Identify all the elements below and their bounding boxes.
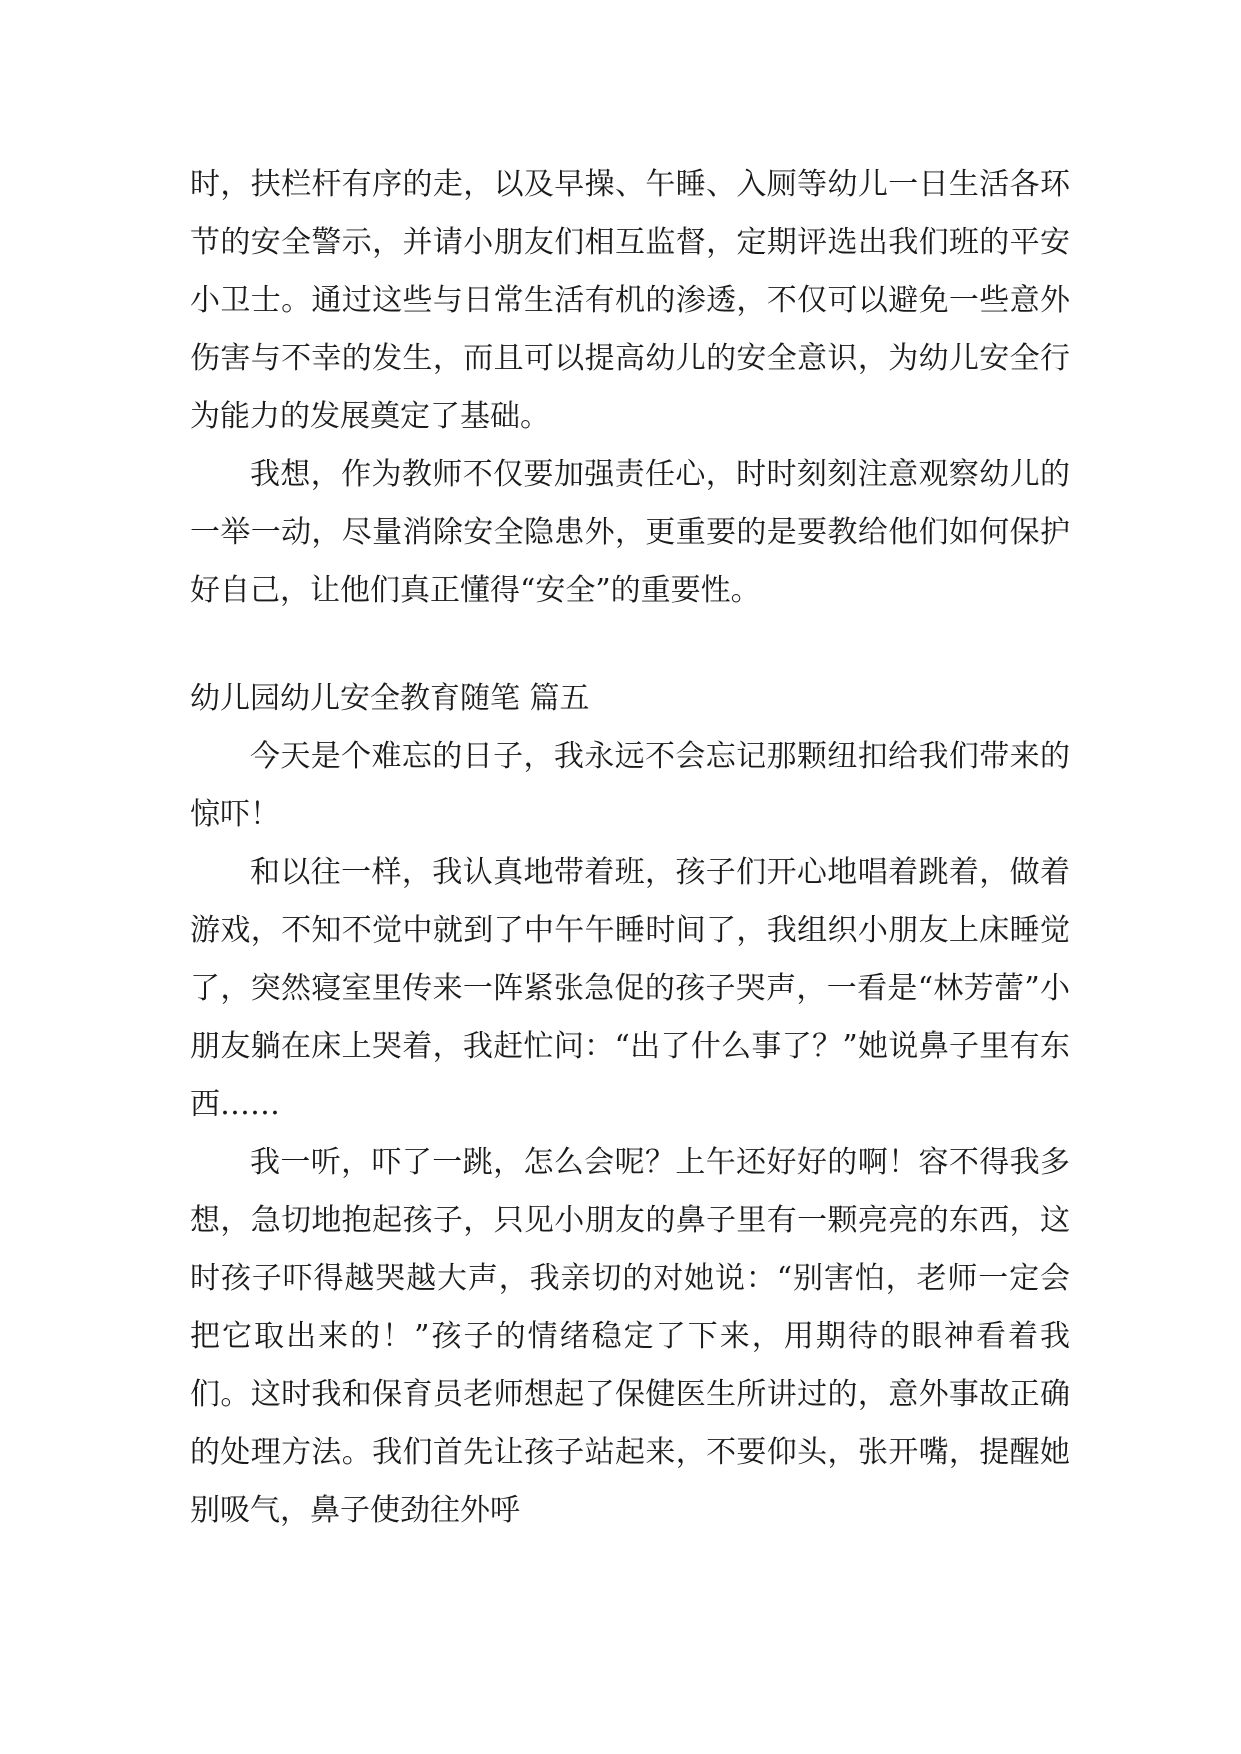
- document-body: [190, 156, 1070, 1540]
- paragraph-nap-time: 和以往一样，我认真地带着班，孩子们开心地唱着跳着，做着游戏，不知不觉中就到了中午午睡时间了，我组织小朋友上床睡觉了，突然寝室里传来一阵紧张急促的孩子哭声，一看是“林芳蕾”小朋友躺在床上哭着，我赶忙问：“出了什么事了？”她说鼻子里有东西……: [190, 855, 1070, 1122]
- paragraph-handling: 我一听，吓了一跳，怎么会呢？上午还好好的啊！容不得我多想，急切地抱起孩子，只见小朋友的鼻子里有一颗亮亮的东西，这时孩子吓得越哭越大声，我亲切的对她说：“别害怕，老师一定会把它取出来的！”孩子的情绪稳定了下来，用期待的眼神看着我们。这时我和保育员老师想起了保健医生所讲过的，意外事故正确的处理方法。我们首先让孩子站起来，不要仰头，张开嘴，提醒她别吸气，鼻子使劲往外呼: [190, 1145, 1070, 1528]
- paragraph-continuation: 时，扶栏杆有序的走，以及早操、午睡、入厕等幼儿一日生活各环节的安全警示，并请小朋友们相互监督，定期评选出我们班的平安小卫士。通过这些与日常生活有机的渗透，不仅可以避免一些意外伤害与不幸的发生，而且可以提高幼儿的安全意识，为幼儿安全行为能力的发展奠定了基础。: [190, 167, 1070, 434]
- paragraph-teacher-reflection: 我想，作为教师不仅要加强责任心，时时刻刻注意观察幼儿的一举一动，尽量消除安全隐患外，更重要的是要教给他们如何保护好自己，让他们真正懂得“安全”的重要性。: [190, 457, 1070, 608]
- section-heading: 幼儿园幼儿安全教育随笔 篇五: [190, 681, 590, 716]
- paragraph-intro: 今天是个难忘的日子，我永远不会忘记那颗纽扣给我们带来的惊吓！: [190, 739, 1070, 832]
